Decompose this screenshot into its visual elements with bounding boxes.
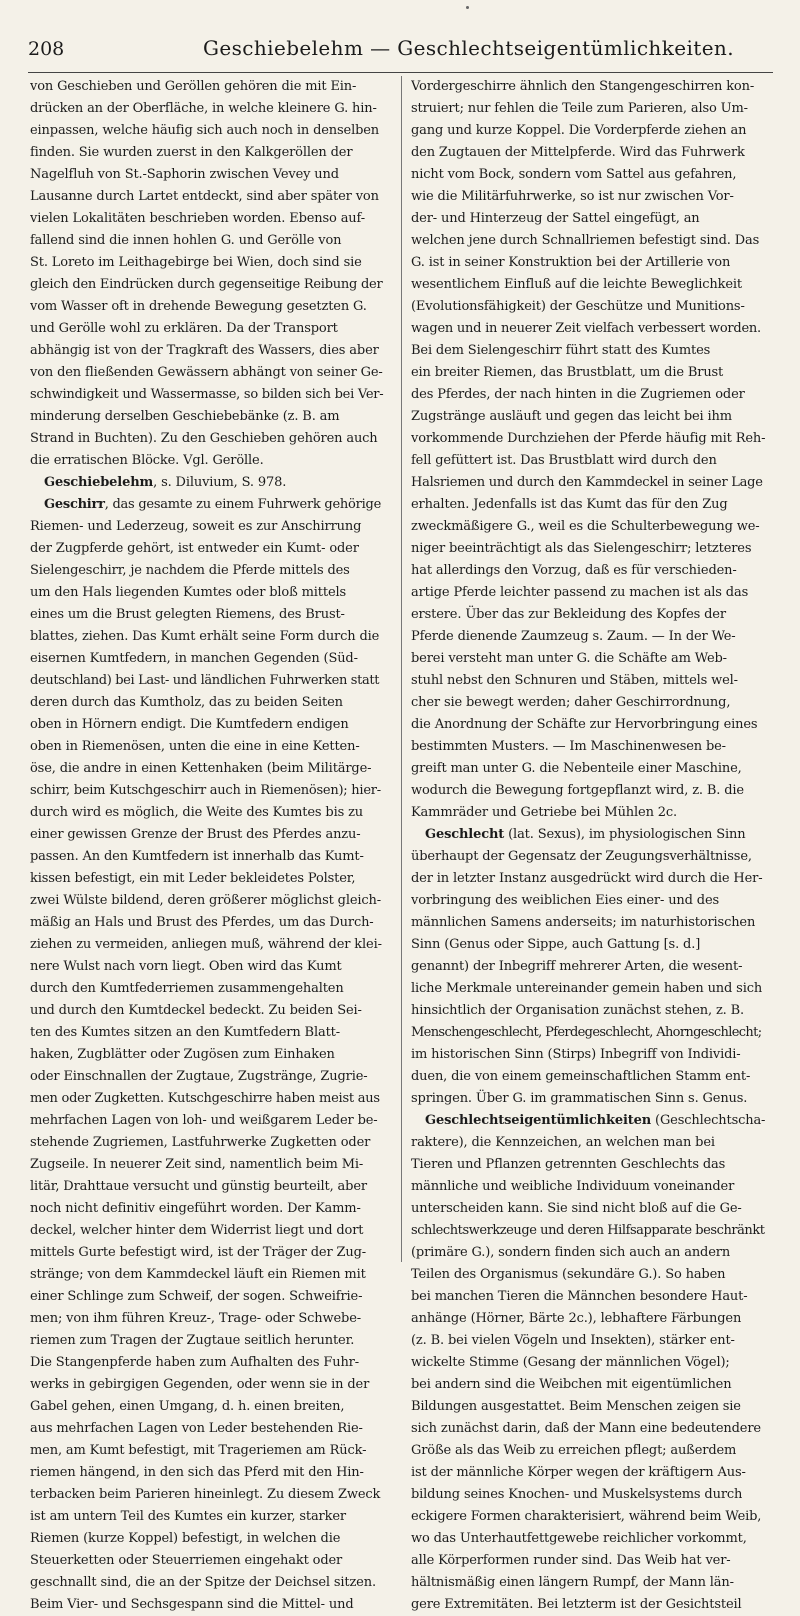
text-line: eckigere Formen charakterisiert, während beim Weib, [411, 1509, 762, 1524]
text-line: gere Extremitäten. Bei letzterm ist der Gesichtsteil [411, 1597, 742, 1612]
text-line: stehende Zugriemen, Lastfuhrwerke Zugketten oder [30, 1135, 371, 1150]
text-line: St. Loreto im Leithagebirge bei Wien, doch sind sie [30, 255, 362, 270]
text-line: wickelte Stimme (Gesang der männlichen Vögel); [411, 1355, 730, 1370]
text-line: mäßig an Hals und Brust des Pferdes, um das Durch- [30, 915, 374, 930]
text-line: Sinn (Genus oder Sippe, auch Gattung [s. d.] [411, 937, 701, 952]
text-line: raktere), die Kennzeichen, an welchen man bei [411, 1135, 715, 1150]
entry-heading-line [30, 494, 384, 516]
text-line: deren durch das Kumtholz, das zu beiden Seiten [30, 695, 343, 710]
right-column [411, 76, 765, 1616]
text-line: ein breiter Riemen, das Brustblatt, um die Brust [411, 365, 724, 380]
text-line: männliche und weibliche Individuum voneinander [411, 1179, 735, 1194]
column-divider [401, 76, 402, 1262]
text-line: erhalten. Jedenfalls ist das Kumt das für den Zug [411, 497, 728, 512]
text-line: durch wird es möglich, die Weite des Kumtes bis zu [30, 805, 364, 820]
text-line: ist der männliche Körper wegen der kräftigern Aus- [411, 1465, 746, 1480]
page-header [28, 32, 773, 68]
text-line: zweckmäßigere G., weil es die Schulterbewegung we- [411, 519, 760, 534]
text-line: Steuerketten oder Steuerriemen eingehakt oder [30, 1553, 343, 1568]
text-line: (Evolutionsfähigkeit) der Geschütze und Munitions- [411, 299, 745, 314]
text-line: vorbringung des weiblichen Eies einer- und des [411, 893, 720, 908]
text-line: mehrfachen Lagen von loh- und weißgarem Leder be- [30, 1113, 378, 1128]
text-line: Bildungen ausgestattet. Beim Menschen zeigen sie [411, 1399, 741, 1414]
running-head: Geschiebelehm — Geschlechtseigentümlichkeiten. [203, 36, 734, 60]
text-line: welchen jene durch Schnallriemen befestigt sind. Das [411, 233, 760, 248]
text-line: vom Wasser oft in drehende Bewegung gesetzten G. [30, 299, 367, 314]
page-number: 208 [28, 38, 65, 60]
text-line: der in letzter Instanz ausgedrückt wird durch die Her- [411, 871, 763, 886]
text-line: deutschland) bei Last- und ländlichen Fuhrwerken statt [30, 673, 380, 688]
text-line: Halsriemen und durch den Kammdeckel in seiner Lage [411, 475, 763, 490]
entry-heading-line [411, 1110, 765, 1132]
text-line: oder Einschnallen der Zugtaue, Zugstränge, Zugrie- [30, 1069, 368, 1084]
text-line: Kammräder und Getriebe bei Mühlen 2c. [411, 805, 678, 820]
text-line: Teilen des Organismus (sekundäre G.). So haben [411, 1267, 726, 1282]
entry-heading-line [30, 472, 384, 494]
text-line: wie die Militärfuhrwerke, so ist nur zwischen Vor- [411, 189, 734, 204]
text-line: gang und kurze Koppel. Die Vorderpferde ziehen an [411, 123, 747, 138]
text-line: männlichen Samens anderseits; im naturhistorischen [411, 915, 756, 930]
text-line: nicht vom Bock, sondern vom Sattel aus gefahren, [411, 167, 737, 182]
text-line: überhaupt der Gegensatz der Zeugungsverhältnisse, [411, 849, 752, 864]
text-line: Lausanne durch Lartet entdeckt, sind aber später von [30, 189, 379, 204]
text-line: stränge; von dem Kammdeckel läuft ein Riemen mit [30, 1267, 366, 1282]
text-line: einer Schlinge zum Schweif, der sogen. Schweifrie- [30, 1289, 363, 1304]
text-line: anhänge (Hörner, Bärte 2c.), lebhaftere Färbungen [411, 1311, 742, 1326]
entry-text: (Geschlechtscha- [651, 1113, 765, 1128]
text-line: des Pferdes, der nach hinten in die Zugriemen oder [411, 387, 745, 402]
text-line: Beim Vier- und Sechsgespann sind die Mittel- und [30, 1597, 354, 1612]
text-line: und Gerölle wohl zu erklären. Da der Transport [30, 321, 338, 336]
scan-speck [466, 6, 469, 9]
text-line: wagen und in neuerer Zeit vielfach verbessert worden. [411, 321, 761, 336]
text-line: riemen hängend, in den sich das Pferd mit den Hin- [30, 1465, 364, 1480]
text-line: bildung seines Knochen- und Muskelsystems durch [411, 1487, 743, 1502]
text-line: einer gewissen Grenze der Brust des Pferdes anzu- [30, 827, 361, 842]
text-line: drücken an der Oberfläche, in welche kleinere G. hin- [30, 101, 377, 116]
entry-headword: Geschirr [44, 497, 105, 512]
text-line: schirr, beim Kutschgeschirr auch in Riemenösen); hier- [30, 783, 381, 798]
text-line: Die Stangenpferde haben zum Aufhalten des Fuhr- [30, 1355, 359, 1370]
text-line: (z. B. bei vielen Vögeln und Insekten), stärker ent- [411, 1333, 735, 1348]
entry-headword: Geschiebelehm [44, 475, 154, 490]
text-line: zwei Wülste bildend, deren größerer möglichst gleich- [30, 893, 381, 908]
entry-text: , s. Diluvium, S. 978. [153, 475, 287, 490]
text-line: Gabel gehen, einen Umgang, d. h. einen breiten, [30, 1399, 345, 1414]
text-line: Tieren und Pflanzen getrennten Geschlechts das [411, 1157, 726, 1172]
text-line: oben in Riemenösen, unten die eine in eine Ketten- [30, 739, 360, 754]
text-line: Bei dem Sielengeschirr führt statt des Kumtes [411, 343, 711, 358]
text-line: mittels Gurte befestigt wird, ist der Träger der Zug- [30, 1245, 367, 1260]
text-line: minderung derselben Geschiebebänke (z. B. am [30, 409, 340, 424]
text-line: und durch den Kumtdeckel bedeckt. Zu beiden Sei- [30, 1003, 362, 1018]
text-line: von Geschieben und Geröllen gehören die mit Ein- [30, 79, 357, 94]
text-line: wodurch die Bewegung fortgepflanzt wird, z. B. die [411, 783, 744, 798]
text-line: kissen befestigt, ein mit Leder bekleidetes Polster, [30, 871, 356, 886]
text-line: wo das Unterhautfettgewebe reichlicher vorkommt, [411, 1531, 747, 1546]
text-line: finden. Sie wurden zuerst in den Kalkgeröllen der [30, 145, 353, 160]
text-line: um den Hals liegenden Kumtes oder bloß mittels [30, 585, 347, 600]
text-line: Riemen- und Lederzeug, soweit es zur Anschirrung [30, 519, 362, 534]
text-line: berei versteht man unter G. die Schäfte am Web- [411, 651, 727, 666]
text-line: der Zugpferde gehört, ist entweder ein Kumt- oder [30, 541, 359, 556]
text-line: Strand in Buchten). Zu den Geschieben gehören auch [30, 431, 378, 446]
text-line: hältnismäßig einen längern Rumpf, der Mann län- [411, 1575, 734, 1590]
text-line: im historischen Sinn (Stirps) Inbegriff von Individi- [411, 1047, 741, 1062]
text-line: vorkommende Durchziehen der Pferde häufig mit Reh- [411, 431, 765, 446]
text-line: struiert; nur fehlen die Teile zum Parieren, also Um- [411, 101, 748, 116]
text-line: riemen zum Tragen der Zugtaue seitlich herunter. [30, 1333, 355, 1348]
text-line: vielen Lokalitäten beschrieben worden. Ebenso auf- [30, 211, 365, 226]
text-line: stuhl nebst den Schnuren und Stäben, mittels wel- [411, 673, 738, 688]
text-line: Zugseile. In neuerer Zeit sind, namentlich beim Mi- [30, 1157, 364, 1172]
text-line: eines um die Brust gelegten Riemens, des Brust- [30, 607, 345, 622]
text-line: deckel, welcher hinter dem Widerrist liegt und dort [30, 1223, 364, 1238]
text-line: genannt) der Inbegriff mehrerer Arten, die wesent- [411, 959, 743, 974]
text-line: bestimmten Musters. — Im Maschinenwesen be- [411, 739, 726, 754]
text-line: von den fließenden Gewässern abhängt von seiner Ge- [30, 365, 383, 380]
text-line: Menschengeschlecht, Pferdegeschlecht, Ahorngeschlecht; [411, 1025, 762, 1040]
header-rule [28, 72, 773, 73]
text-line: blattes, ziehen. Das Kumt erhält seine Form durch die [30, 629, 380, 644]
text-line: werks in gebirgigen Gegenden, oder wenn sie in der [30, 1377, 370, 1392]
text-line: hat allerdings den Vorzug, daß es für verschieden- [411, 563, 737, 578]
text-line: men; von ihm führen Kreuz-, Trage- oder Schwebe- [30, 1311, 361, 1326]
text-line: gleich den Eindrücken durch gegenseitige Reibung der [30, 277, 383, 292]
text-line: niger beeinträchtigt als das Sielengeschirr; letzteres [411, 541, 752, 556]
text-line: bei andern sind die Weibchen mit eigentümlichen [411, 1377, 732, 1392]
text-line: liche Merkmale untereinander gemein haben und sich [411, 981, 763, 996]
text-line: durch den Kumtfederriemen zusammengehalten [30, 981, 344, 996]
text-line: Riemen (kurze Koppel) befestigt, in welchen die [30, 1531, 341, 1546]
text-line: oben in Hörnern endigt. Die Kumtfedern endigen [30, 717, 349, 732]
text-line: fallend sind die innen hohlen G. und Gerölle von [30, 233, 342, 248]
text-line: greift man unter G. die Nebenteile einer Maschine, [411, 761, 742, 776]
text-line: ziehen zu vermeiden, anliegen muß, während der klei- [30, 937, 382, 952]
text-line: ten des Kumtes sitzen an den Kumtfedern Blatt- [30, 1025, 340, 1040]
text-line: bei manchen Tieren die Männchen besondere Haut- [411, 1289, 748, 1304]
text-line: erstere. Über das zur Bekleidung des Kopfes der [411, 607, 726, 622]
text-line: (primäre G.), sondern finden sich auch an andern [411, 1245, 731, 1260]
text-line: G. ist in seiner Konstruktion bei der Artillerie von [411, 255, 731, 270]
left-column [30, 76, 384, 1616]
text-line: duen, die von einem gemeinschaftlichen Stamm ent- [411, 1069, 751, 1084]
text-line: öse, die andre in einen Kettenhaken (beim Militärge- [30, 761, 372, 776]
text-line: wesentlichem Einfluß auf die leichte Beweglichkeit [411, 277, 742, 292]
text-line: eisernen Kumtfedern, in manchen Gegenden (Süd- [30, 651, 358, 666]
text-line: passen. An den Kumtfedern ist innerhalb das Kumt- [30, 849, 364, 864]
text-line: Zugstränge ausläuft und gegen das leicht bei ihm [411, 409, 732, 424]
text-line: nere Wulst nach vorn liegt. Oben wird das Kumt [30, 959, 342, 974]
text-line: die erratischen Blöcke. Vgl. Gerölle. [30, 453, 264, 468]
text-line: terbacken beim Parieren hineinlegt. Zu diesem Zweck [30, 1487, 381, 1502]
text-line: schlechtswerkzeuge und deren Hilfsapparate beschränkt [411, 1223, 765, 1238]
text-line: unterscheiden kann. Sie sind nicht bloß auf die Ge- [411, 1201, 742, 1216]
text-line: sich zunächst darin, daß der Mann eine bedeutendere [411, 1421, 761, 1436]
entry-headword: Geschlechtseigentümlichkeiten [425, 1113, 652, 1128]
text-line: Vordergeschirre ähnlich den Stangengeschirren kon- [411, 79, 755, 94]
text-line: Größe als das Weib zu erreichen pflegt; außerdem [411, 1443, 737, 1458]
entry-text: , das gesamte zu einem Fuhrwerk gehörige [104, 497, 382, 512]
text-line: springen. Über G. im grammatischen Sinn s. Genus. [411, 1091, 748, 1106]
text-line: die Anordnung der Schäfte zur Hervorbringung eines [411, 717, 758, 732]
text-line: der- und Hinterzeug der Sattel eingefügt, an [411, 211, 700, 226]
entry-text: (lat. Sexus), im physiologischen Sinn [504, 827, 746, 842]
text-line: haken, Zugblätter oder Zugösen zum Einhaken [30, 1047, 335, 1062]
text-line: fell gefüttert ist. Das Brustblatt wird durch den [411, 453, 717, 468]
text-line: men oder Zugketten. Kutschgeschirre haben meist aus [30, 1091, 380, 1106]
text-line: alle Körperformen runder sind. Das Weib hat ver- [411, 1553, 731, 1568]
text-line: cher sie bewegt werden; daher Geschirrordnung, [411, 695, 731, 710]
text-line: artige Pferde leichter passend zu machen ist als das [411, 585, 749, 600]
text-line: noch nicht definitiv eingeführt worden. Der Kamm- [30, 1201, 361, 1216]
entry-headword: Geschlecht [425, 827, 505, 842]
text-line: einpassen, welche häufig sich auch noch in denselben [30, 123, 380, 138]
text-line: geschnallt sind, die an der Spitze der Deichsel sitzen. [30, 1575, 376, 1590]
entry-heading-line [411, 824, 765, 846]
text-line: litär, Drahttaue versucht und günstig beurteilt, aber [30, 1179, 367, 1194]
text-line: Pferde dienende Zaumzeug s. Zaum. — In der We- [411, 629, 736, 644]
text-line: Nagelfluh von St.-Saphorin zwischen Vevey und [30, 167, 339, 182]
text-line: ist am untern Teil des Kumtes ein kurzer, starker [30, 1509, 346, 1524]
text-line: schwindigkeit und Wassermasse, so bilden sich bei Ver- [30, 387, 384, 402]
text-line: hinsichtlich der Organisation zunächst stehen, z. B. [411, 1003, 744, 1018]
text-line: abhängig ist von der Tragkraft des Wassers, dies aber [30, 343, 379, 358]
text-line: Sielengeschirr, je nachdem die Pferde mittels des [30, 563, 350, 578]
text-line: den Zugtauen der Mittelpferde. Wird das Fuhrwerk [411, 145, 745, 160]
text-line: men, am Kumt befestigt, mit Trageriemen am Rück- [30, 1443, 367, 1458]
text-line: aus mehrfachen Lagen von Leder bestehenden Rie- [30, 1421, 363, 1436]
